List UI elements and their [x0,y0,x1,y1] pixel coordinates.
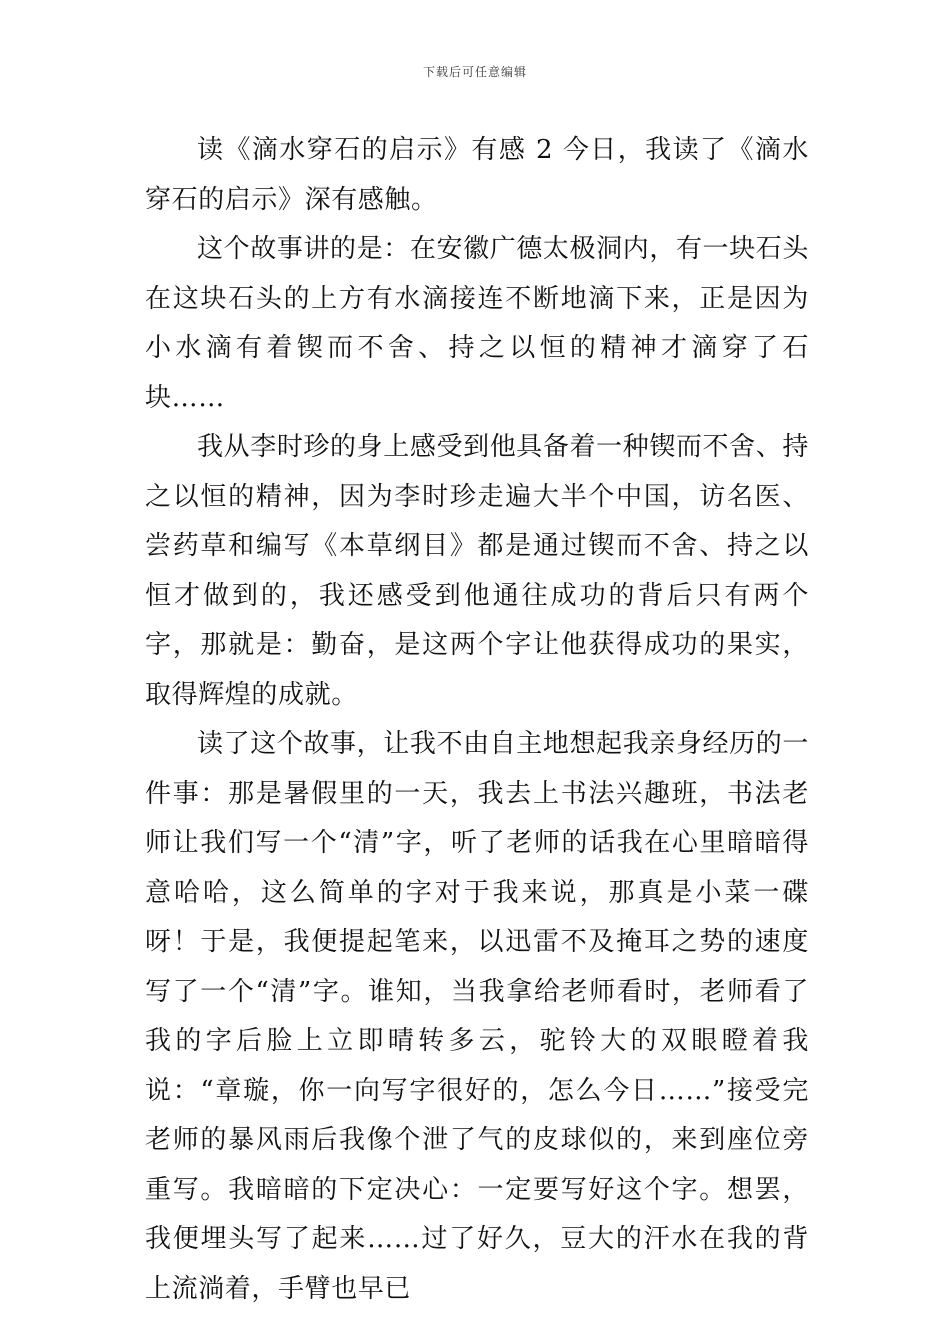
paragraph: 这个故事讲的是：在安徽广德太极洞内，有一块石头在这块石头的上方有水滴接连不断地滴下来，正是因为小水滴有着锲而不舍、持之以恒的精神才滴穿了石块…… [145,234,809,413]
paragraph: 我从李时珍的身上感受到他具备着一种锲而不舍、持之以恒的精神，因为李时珍走遍大半个中国，访名医、尝药草和编写《本草纲目》都是通过锲而不舍、持之以恒才做到的，我还感受到他通往成功的背后只有两个字，那就是：勤奋，是这两个字让他获得成功的果实，取得辉煌的成就。 [145,432,809,710]
paragraph: 读了这个故事，让我不由自主地想起我亲身经历的一件事：那是暑假里的一天，我去上书法兴趣班，书法老师让我们写一个“清”字，听了老师的话我在心里暗暗得意哈哈，这么简单的字对于我来说，那真是小菜一碟呀！于是，我便提起笔来，以迅雷不及掩耳之势的速度写了一个“清”字。谁知，当我拿给老师看时，老师看了我的字后脸上立即晴转多云，驼铃大的双眼瞪着我说：“章璇，你一向写字很好的，怎么今日……”接受完老师的暴风雨后我像个泄了气的皮球似的，来到座位旁重写。我暗暗的下定决心：一定要写好这个字。想罢，我便埋头写了起来……过了好久，豆大的汗水在我的背上流淌着，手臂也早已 [145,729,809,1304]
paragraph: 读《滴水穿石的启示》有感 2 今日，我读了《滴水穿石的启示》深有感触。 [145,135,809,215]
document-body [145,126,809,1314]
page-header: 下载后可任意编辑 [422,65,527,79]
